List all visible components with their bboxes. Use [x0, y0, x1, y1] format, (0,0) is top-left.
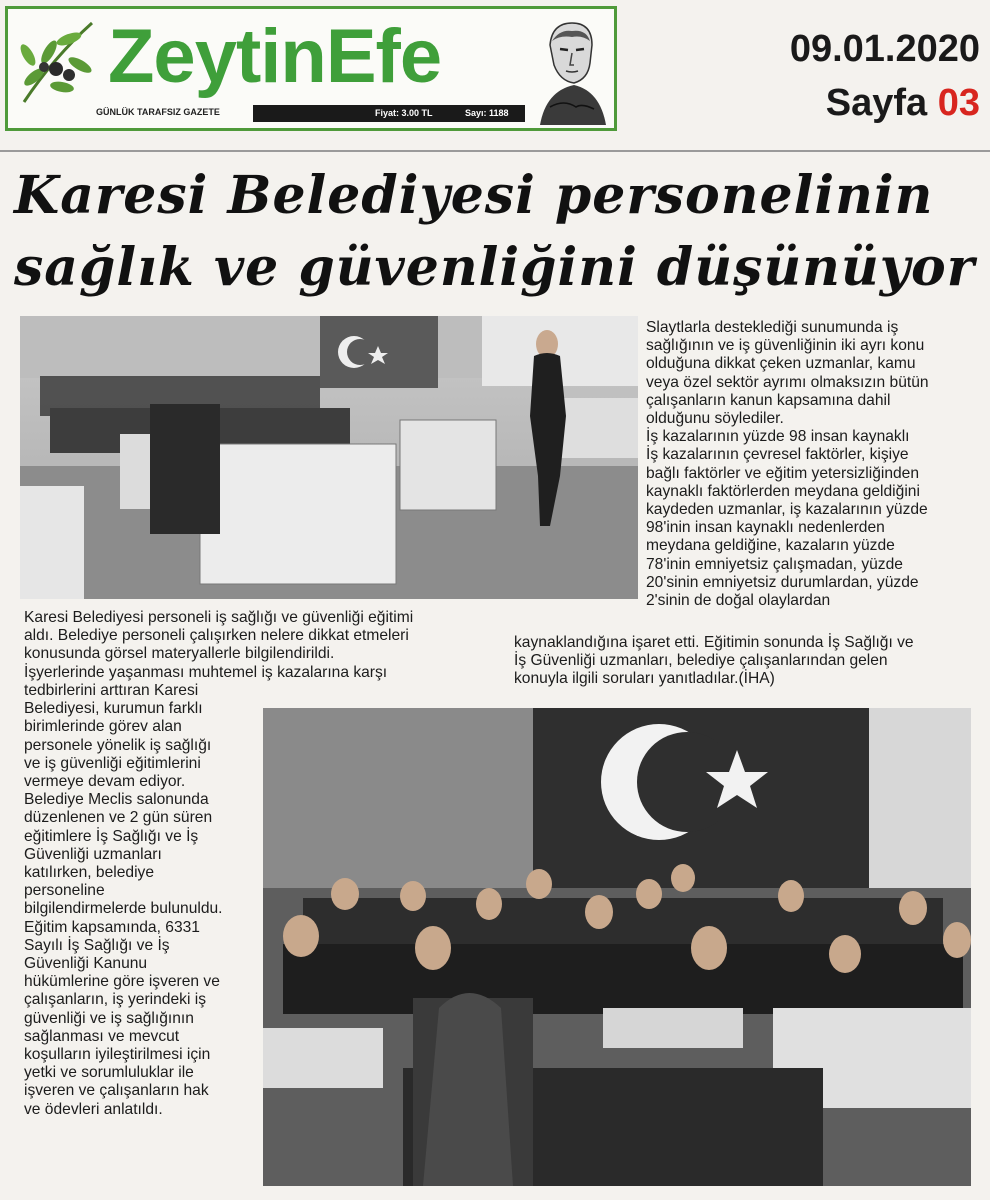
newspaper-logo: ZeytinEfe	[108, 14, 442, 99]
paragraph-line: konuyla ilgili soruları yanıtladılar.(İHA)	[514, 670, 775, 688]
paragraph-line: eğitimlere İş Sağlığı ve İş	[24, 827, 199, 845]
paragraph-line: sağlığının ve iş güvenliğinin iki ayrı konu	[646, 337, 925, 355]
paragraph-line: tedbirlerini arttıran Karesi	[24, 682, 199, 699]
paragraph-line: kaynaklandığına işaret etti. Eğitimin sonunda İş Sağlığı ve	[514, 634, 914, 651]
issue-number: Sayı: 1188	[465, 108, 509, 118]
headline-line-1: Karesi Belediyesi personelinin	[14, 165, 934, 226]
headline-line-2: sağlık ve güvenliğini düşünüyor	[14, 237, 976, 298]
price-label: Fiyat: 3.00 TL	[375, 108, 433, 118]
paragraph-line: kaynaklı faktörlerden meydana geldiğini	[646, 482, 920, 500]
paragraph-line: sağlanması ve mevcut	[24, 1027, 180, 1045]
paragraph-line: Eğitim kapsamında, 6331	[24, 918, 200, 936]
article-intro	[24, 609, 514, 682]
article-continuation	[514, 634, 986, 689]
paragraph-line: kaydeden uzmanlar, iş kazalarının yüzde	[646, 501, 928, 519]
paragraph-line: bilgilendirmelerde bulunuldu.	[24, 900, 223, 918]
paragraph-line: güvenliği ve iş sağlığının	[24, 1009, 194, 1027]
divider	[0, 150, 990, 152]
paragraph-line: 2'sinin de doğal olaylardan	[646, 592, 831, 610]
olive-branch-logo	[14, 17, 100, 112]
paragraph-line: çalışanların kanun kapsamına dahil	[646, 391, 891, 409]
paragraph-line: Güvenliği uzmanları	[24, 845, 162, 863]
paragraph-line: Belediyesi, kurumun farklı	[24, 700, 203, 718]
paragraph-line: vermeye devam ediyor.	[24, 773, 186, 791]
paragraph-line: işveren ve çalışanların hak	[24, 1082, 209, 1100]
article-photo-presentation	[20, 316, 638, 599]
paragraph-line: hükümlerine göre işveren ve	[24, 973, 220, 991]
paragraph-line: İş Güvenliği uzmanları, belediye çalışanlarından gelen	[514, 652, 888, 670]
paragraph-line: ve ödevleri anlatıldı.	[24, 1100, 163, 1118]
paragraph-line: 20'sinin emniyetsiz durumlardan, yüzde	[646, 573, 919, 591]
paragraph-line: İşyerlerinde yaşanması muhtemel iş kazalarına karşı	[24, 663, 388, 681]
paragraph-line: Belediye Meclis salonunda	[24, 791, 209, 809]
paragraph-line: Karesi Belediyesi personeli iş sağlığı ve güvenliği eğitimi	[24, 609, 414, 626]
page-number: Sayfa 03	[825, 82, 980, 124]
paragraph-line: ve iş güvenliği eğitimlerini	[24, 754, 201, 772]
paragraph-line: Güvenliği Kanunu	[24, 955, 148, 973]
article-photo-audience	[263, 708, 971, 1186]
paragraph-line: personele yönelik iş sağlığı	[24, 736, 212, 754]
paragraph-line: bağlı faktörler ve eğitim yetersizliğinden	[646, 464, 920, 482]
price-issue-bar	[253, 105, 525, 122]
paragraph-line: katılırken, belediye	[24, 864, 155, 882]
paragraph-line: düzenlenen ve 2 gün süren	[24, 809, 213, 827]
paragraph-line: koşulların iyileştirilmesi için	[24, 1046, 211, 1064]
paragraph-line: Slaytlarla desteklediği sunumunda iş	[646, 319, 899, 336]
paragraph-line: yetki ve sorumluluklar ile	[24, 1064, 194, 1082]
paragraph-line: konusunda görsel materyallerle bilgilendirildi.	[24, 645, 335, 663]
paragraph-line: veya özel sektör ayrımı olmaksızın bütün	[646, 373, 929, 391]
paragraph-line: personeline	[24, 882, 105, 900]
paragraph-line: meydana geldiğine, kazaların yüzde	[646, 537, 895, 555]
article-headline	[14, 160, 984, 304]
article-column-left	[24, 682, 260, 1119]
ataturk-portrait-icon	[530, 15, 612, 125]
masthead	[5, 6, 617, 131]
paragraph-line: İş kazalarının çevresel faktörler, kişiye	[646, 446, 909, 464]
publication-date: 09.01.2020	[789, 28, 980, 70]
paragraph-line: 78'inin emniyetsiz çalışmadan, yüzde	[646, 555, 903, 573]
paragraph-line: olduğunu söylediler.	[646, 410, 784, 428]
slogan: GÜNLÜK TARAFSIZ GAZETE	[96, 107, 220, 117]
paragraph-line: birimlerinde görev alan	[24, 718, 182, 736]
article-column-right	[646, 319, 986, 610]
paragraph-line: 98'inin insan kaynaklı nedenlerden	[646, 519, 885, 537]
paragraph-line: aldı. Belediye personeli çalışırken nelere dikkat etmeleri	[24, 627, 409, 645]
paragraph-line: Sayılı İş Sağlığı ve İş	[24, 936, 170, 954]
paragraph-line: olduğuna dikkat çeken uzmanlar, kamu	[646, 355, 916, 373]
paragraph-line: İş kazalarının yüzde 98 insan kaynaklı	[646, 428, 910, 446]
paragraph-line: çalışanların, iş yerindeki iş	[24, 991, 207, 1009]
